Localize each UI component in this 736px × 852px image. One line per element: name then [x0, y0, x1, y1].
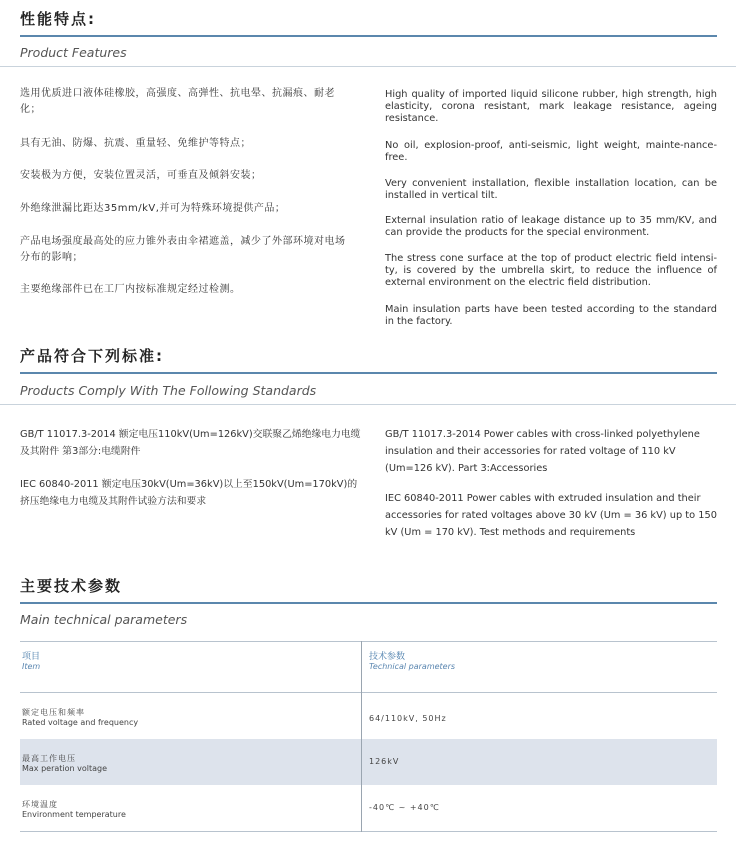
standards-title-rule [20, 372, 717, 374]
feature-cn-6: 主要绝缘部件已在工厂内按标准规定经过检测。 [20, 284, 241, 295]
params-title-rule [20, 602, 717, 604]
feature-cn-2: 具有无油、防爆、抗震、重量轻、免维护等特点； [20, 138, 251, 149]
table-bottom-border [20, 831, 717, 832]
header-value-cn: 技术参数 [369, 652, 406, 662]
table-row [20, 693, 717, 739]
standard-en-2: IEC 60840-2011 Power cables with extruded insulation and their accessories for rated voltages above 30 kV (Um = 36 kV) up to 150 kV (Um = 170 kV). Test methods and requirements [385, 493, 717, 538]
feature-cn-3: 安装极为方便，安装位置灵活，可垂直及倾斜安装； [20, 170, 262, 181]
row-label-en: Environment temperature [22, 810, 126, 819]
features-divider [0, 66, 736, 67]
standard-cn-2: IEC 60840-2011 额定电压30kV(Um=36kV)以上至150kV(Um=170kV)的挤压绝缘电力电缆及其附件试验方法和要求 [20, 479, 358, 507]
features-title-cn: 性能特点: [20, 10, 96, 28]
standards-title-en: Products Comply With The Following Standards [20, 383, 317, 398]
row-value: 64/110kV, 50Hz [369, 714, 447, 723]
row-label-en: Rated voltage and frequency [22, 718, 139, 727]
features-title-rule [20, 35, 717, 37]
row-value: 126kV [369, 757, 400, 766]
header-value-en: Technical parameters [369, 662, 456, 671]
table-row [20, 739, 717, 785]
table-top-border [20, 641, 717, 642]
table-row [20, 785, 717, 831]
feature-cn-5: 产品电场强度最高处的应力锥外表由伞裙遮盖，减少了外部环境对电场分布的影响； [20, 236, 346, 263]
header-item-cn: 项目 [22, 652, 41, 662]
row-label-cn: 额定电压和频率 [22, 708, 85, 717]
table-column-divider [361, 641, 362, 832]
row-label-cn: 最高工作电压 [22, 754, 76, 763]
standard-cn-1: GB/T 11017.3-2014 额定电压110kV(Um=126kV)交联聚乙烯绝缘电力电缆及其附件 第3部分:电缆附件 [20, 429, 361, 457]
standards-title-cn: 产品符合下列标准: [20, 347, 164, 365]
header-item-en: Item [22, 662, 41, 671]
standard-en-1: GB/T 11017.3-2014 Power cables with cross-linked polyethylene insulation and their accessories for rated voltage of 110 kV (Um=126 kV). Part 3:Accessories [385, 429, 700, 474]
row-value: -40℃ ~ +40℃ [369, 803, 440, 812]
feature-cn-4: 外绝缘泄漏比距达35mm/kV,并可为特殊环境提供产品； [20, 203, 286, 214]
params-title-cn: 主要技术参数 [20, 577, 123, 595]
params-table [20, 641, 717, 833]
feature-en-3: Very convenient installation, flexible installation location, can be installed in vertical tilt. [385, 178, 717, 201]
params-title-en: Main technical parameters [20, 612, 188, 627]
standards-divider [0, 404, 736, 405]
feature-en-1: High quality of imported liquid silicone rubber, high strength, high elasticity, corona resistant, mark leakage resistance, ageing resistance. [385, 89, 717, 124]
row-label-cn: 环境温度 [22, 800, 58, 809]
feature-en-4: External insulation ratio of leakage distance up to 35 mm/KV, and can provide the products for the special environment. [385, 215, 717, 238]
features-title-en: Product Features [20, 45, 127, 60]
feature-en-5: The stress cone surface at the top of product electric field intensi-ty, is covered by the umbrella skirt, to reduce the influence of external environment on the electric field distribution. [385, 253, 717, 288]
row-label-en: Max peration voltage [22, 764, 108, 773]
feature-en-6: Main insulation parts have been tested according to the standard in the factory. [385, 304, 717, 327]
feature-en-2: No oil, explosion-proof, anti-seismic, light weight, mainte-nance-free. [385, 140, 717, 163]
feature-cn-1: 选用优质进口液体硅橡胶，高强度、高弹性、抗电晕、抗漏痕、耐老化； [20, 88, 335, 115]
